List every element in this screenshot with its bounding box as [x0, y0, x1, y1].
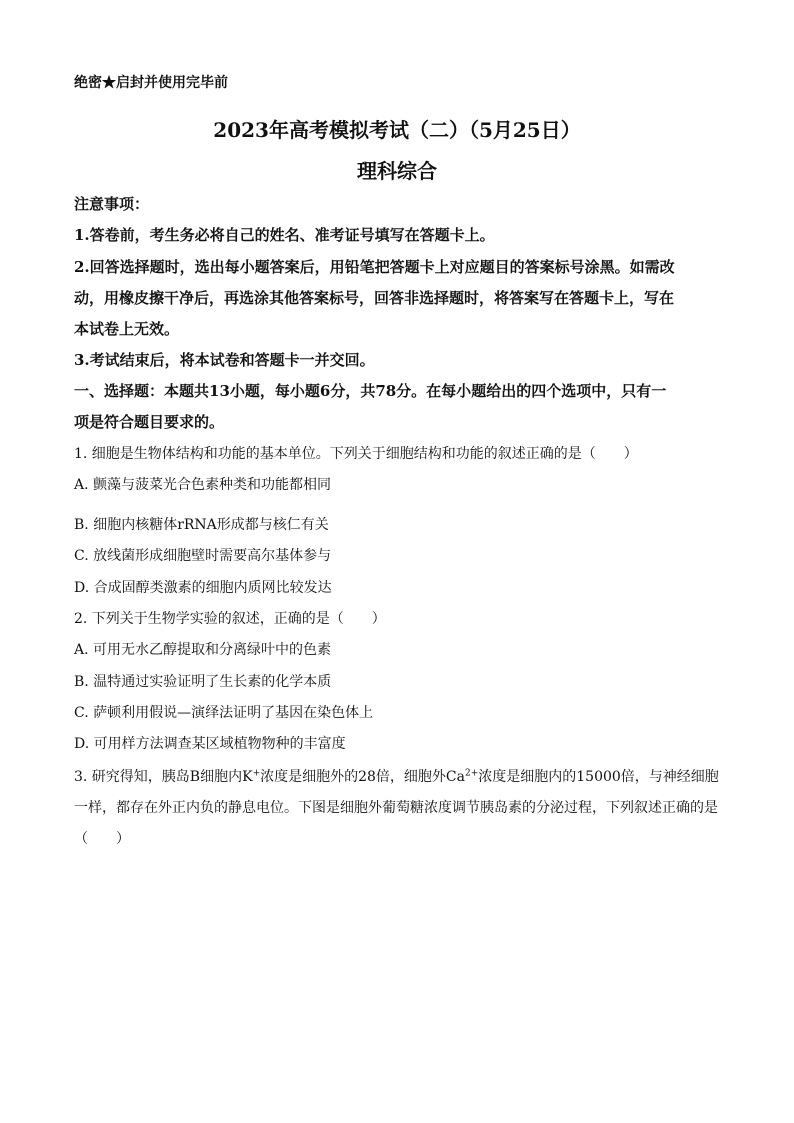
question-2-option-b: B. 温特通过实验证明了生长素的化学本质: [74, 674, 332, 690]
question-3-text-c: 浓度是细胞内的15000倍，与神经细胞: [478, 769, 719, 785]
note-item-2-line-2: 动，用橡皮擦干净后，再选涂其他答案标号，回答非选择题时，将答案写在答题卡上，写在: [74, 289, 675, 307]
section-heading-line-2: 项是符合题目要求的。: [74, 413, 225, 431]
secret-label: 绝密★启封并使用完毕前: [74, 75, 228, 91]
question-2-stem: 2. 下列关于生物学实验的叙述，正确的是（ ）: [74, 611, 386, 627]
question-3-text-a: 3. 研究得知，胰岛B细胞内K: [74, 769, 253, 785]
note-item-2-line-1: 2.回答选择题时，选出每小题答案后，用铅笔把答题卡上对应题目的答案标号涂黑。如需改: [74, 258, 675, 276]
question-1-stem: 1. 细胞是生物体结构和功能的基本单位。下列关于细胞结构和功能的叙述正确的是（ ）: [74, 446, 638, 462]
question-2-option-a: A. 可用无水乙醇提取和分离绿叶中的色素: [74, 642, 332, 658]
question-1-option-b: B. 细胞内核糖体rRNA形成都与核仁有关: [74, 517, 329, 533]
question-2-option-c: C. 萨顿利用假说—演绎法证明了基因在染色体上: [74, 705, 374, 721]
note-item-2-line-3: 本试卷上无效。: [74, 320, 180, 338]
question-1-option-d: D. 合成固醇类激素的细胞内质网比较发达: [74, 580, 332, 596]
exam-subtitle: 理科综合: [357, 159, 437, 183]
potassium-charge: +: [252, 768, 261, 779]
question-1-option-a: A. 颤藻与菠菜光合色素种类和功能都相同: [74, 477, 332, 493]
question-3-text-b: 浓度是细胞外的28倍，细胞外Ca: [260, 769, 465, 785]
notes-heading: 注意事项：: [74, 195, 150, 213]
question-3-line-1: [74, 766, 719, 786]
question-3-line-3: （ ）: [74, 831, 130, 847]
note-item-1: 1.答卷前，考生务必将自己的姓名、准考证号填写在答题卡上。: [74, 226, 495, 244]
section-heading-line-1: 一、选择题：本题共13小题，每小题6分，共78分。在每小题给出的四个选项中，只有一: [74, 382, 667, 400]
question-1-option-c: C. 放线菌形成细胞壁时需要高尔基体参与: [74, 548, 332, 564]
question-3-line-2: 一样，都存在外正内负的静息电位。下图是细胞外葡萄糖浓度调节胰岛素的分泌过程，下列叙述正确的是: [74, 800, 718, 816]
calcium-charge: 2+: [464, 768, 479, 779]
note-item-3: 3.考试结束后，将本试卷和答题卡一并交回。: [74, 351, 375, 369]
question-2-option-d: D. 可用样方法调查某区域植物物种的丰富度: [74, 736, 346, 752]
exam-title: 2023年高考模拟考试（二）（5月25日）: [213, 118, 581, 142]
